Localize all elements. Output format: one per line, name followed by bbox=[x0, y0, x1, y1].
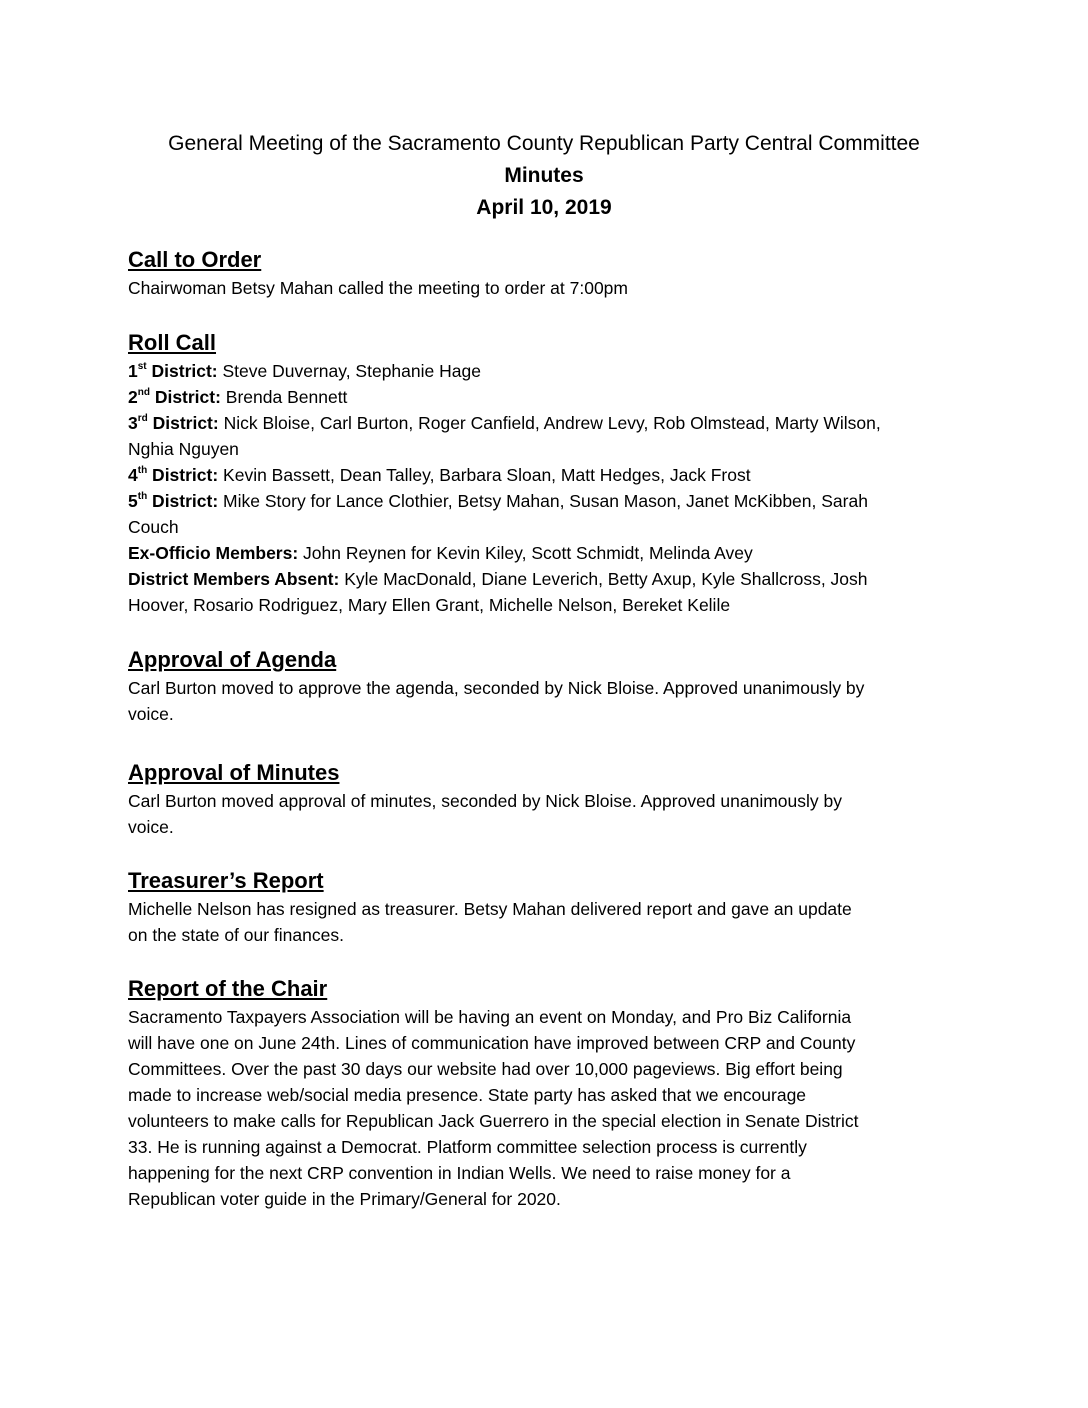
body-line: Sacramento Taxpayers Association will be having an event on Monday, and Pro Biz California bbox=[128, 1007, 852, 1027]
district-label: 5th District: bbox=[128, 491, 219, 511]
section-heading: Approval of Agenda bbox=[128, 647, 337, 672]
section-body bbox=[128, 788, 963, 840]
section-treasurers-report bbox=[128, 866, 963, 948]
ex-officio-label: Ex-Officio Members: bbox=[128, 543, 299, 563]
roll-call-district-1 bbox=[128, 358, 963, 384]
body-line: Michelle Nelson has resigned as treasurer. Betsy Mahan delivered report and gave an update bbox=[128, 899, 852, 919]
section-approval-of-agenda bbox=[128, 645, 963, 727]
section-heading: Roll Call bbox=[128, 330, 217, 355]
body-line: 33. He is running against a Democrat. Platform committee selection process is currently bbox=[128, 1137, 807, 1157]
document-subtitle: Minutes bbox=[504, 164, 584, 187]
district-label: 2nd District: bbox=[128, 387, 221, 407]
ex-officio-members: John Reynen for Kevin Kiley, Scott Schmidt, Melinda Avey bbox=[298, 543, 753, 563]
district-members: Mike Story for Lance Clothier, Betsy Mahan, Susan Mason, Janet McKibben, Sarah bbox=[218, 491, 868, 511]
roll-call-district-2 bbox=[128, 384, 963, 410]
roll-call-absent bbox=[128, 566, 963, 592]
district-members: Kevin Bassett, Dean Talley, Barbara Sloan, Matt Hedges, Jack Frost bbox=[218, 465, 751, 485]
body-line: Republican voter guide in the Primary/General for 2020. bbox=[128, 1189, 561, 1209]
section-heading: Call to Order bbox=[128, 247, 262, 272]
section-body bbox=[128, 358, 963, 618]
body-line: Chairwoman Betsy Mahan called the meeting to order at 7:00pm bbox=[128, 278, 628, 298]
district-members: Steve Duvernay, Stephanie Hage bbox=[217, 361, 481, 381]
body-line: made to increase web/social media presence. State party has asked that we encourage bbox=[128, 1085, 807, 1105]
body-line: Carl Burton moved to approve the agenda, seconded by Nick Bloise. Approved unanimously by bbox=[128, 678, 865, 698]
section-body bbox=[128, 275, 963, 301]
section-body bbox=[128, 1004, 963, 1212]
roll-call-district-3 bbox=[128, 410, 963, 436]
document-title: General Meeting of the Sacramento County Republican Party Central Committee bbox=[168, 132, 920, 155]
district-label: 3rd District: bbox=[128, 413, 219, 433]
district-members: Nick Bloise, Carl Burton, Roger Canfield, Andrew Levy, Rob Olmstead, Marty Wilson, bbox=[218, 413, 881, 433]
district-label: 4th District: bbox=[128, 465, 219, 485]
roll-call-district-4 bbox=[128, 462, 963, 488]
section-call-to-order bbox=[128, 245, 963, 301]
section-heading: Treasurer’s Report bbox=[128, 868, 324, 893]
section-report-of-the-chair bbox=[128, 974, 963, 1212]
body-line: voice. bbox=[128, 704, 174, 724]
roll-call-district-3-cont: Nghia Nguyen bbox=[128, 439, 239, 459]
section-heading: Report of the Chair bbox=[128, 976, 328, 1001]
body-line: Carl Burton moved approval of minutes, seconded by Nick Bloise. Approved unanimously by bbox=[128, 791, 842, 811]
body-line: volunteers to make calls for Republican Jack Guerrero in the special election in Senate District bbox=[128, 1111, 859, 1131]
meeting-date: April 10, 2019 bbox=[476, 196, 612, 219]
roll-call-district-5 bbox=[128, 488, 963, 514]
body-line: will have one on June 24th. Lines of communication have improved between CRP and County bbox=[128, 1033, 856, 1053]
roll-call-ex-officio bbox=[128, 540, 963, 566]
section-roll-call bbox=[128, 328, 963, 618]
body-line: Committees. Over the past 30 days our website had over 10,000 pageviews. Big effort being bbox=[128, 1059, 843, 1079]
district-members: Brenda Bennett bbox=[220, 387, 348, 407]
body-line: voice. bbox=[128, 817, 174, 837]
section-body bbox=[128, 675, 963, 727]
absent-label: District Members Absent: bbox=[128, 569, 340, 589]
district-label: 1st District: bbox=[128, 361, 218, 381]
body-line: on the state of our finances. bbox=[128, 925, 344, 945]
document-header bbox=[0, 128, 1088, 224]
section-heading: Approval of Minutes bbox=[128, 760, 340, 785]
roll-call-absent-cont: Hoover, Rosario Rodriguez, Mary Ellen Grant, Michelle Nelson, Bereket Kelile bbox=[128, 595, 731, 615]
absent-members: Kyle MacDonald, Diane Leverich, Betty Axup, Kyle Shallcross, Josh bbox=[339, 569, 868, 589]
roll-call-district-5-cont: Couch bbox=[128, 517, 179, 537]
section-body bbox=[128, 896, 963, 948]
body-line: happening for the next CRP convention in Indian Wells. We need to raise money for a bbox=[128, 1163, 791, 1183]
section-approval-of-minutes bbox=[128, 758, 963, 840]
